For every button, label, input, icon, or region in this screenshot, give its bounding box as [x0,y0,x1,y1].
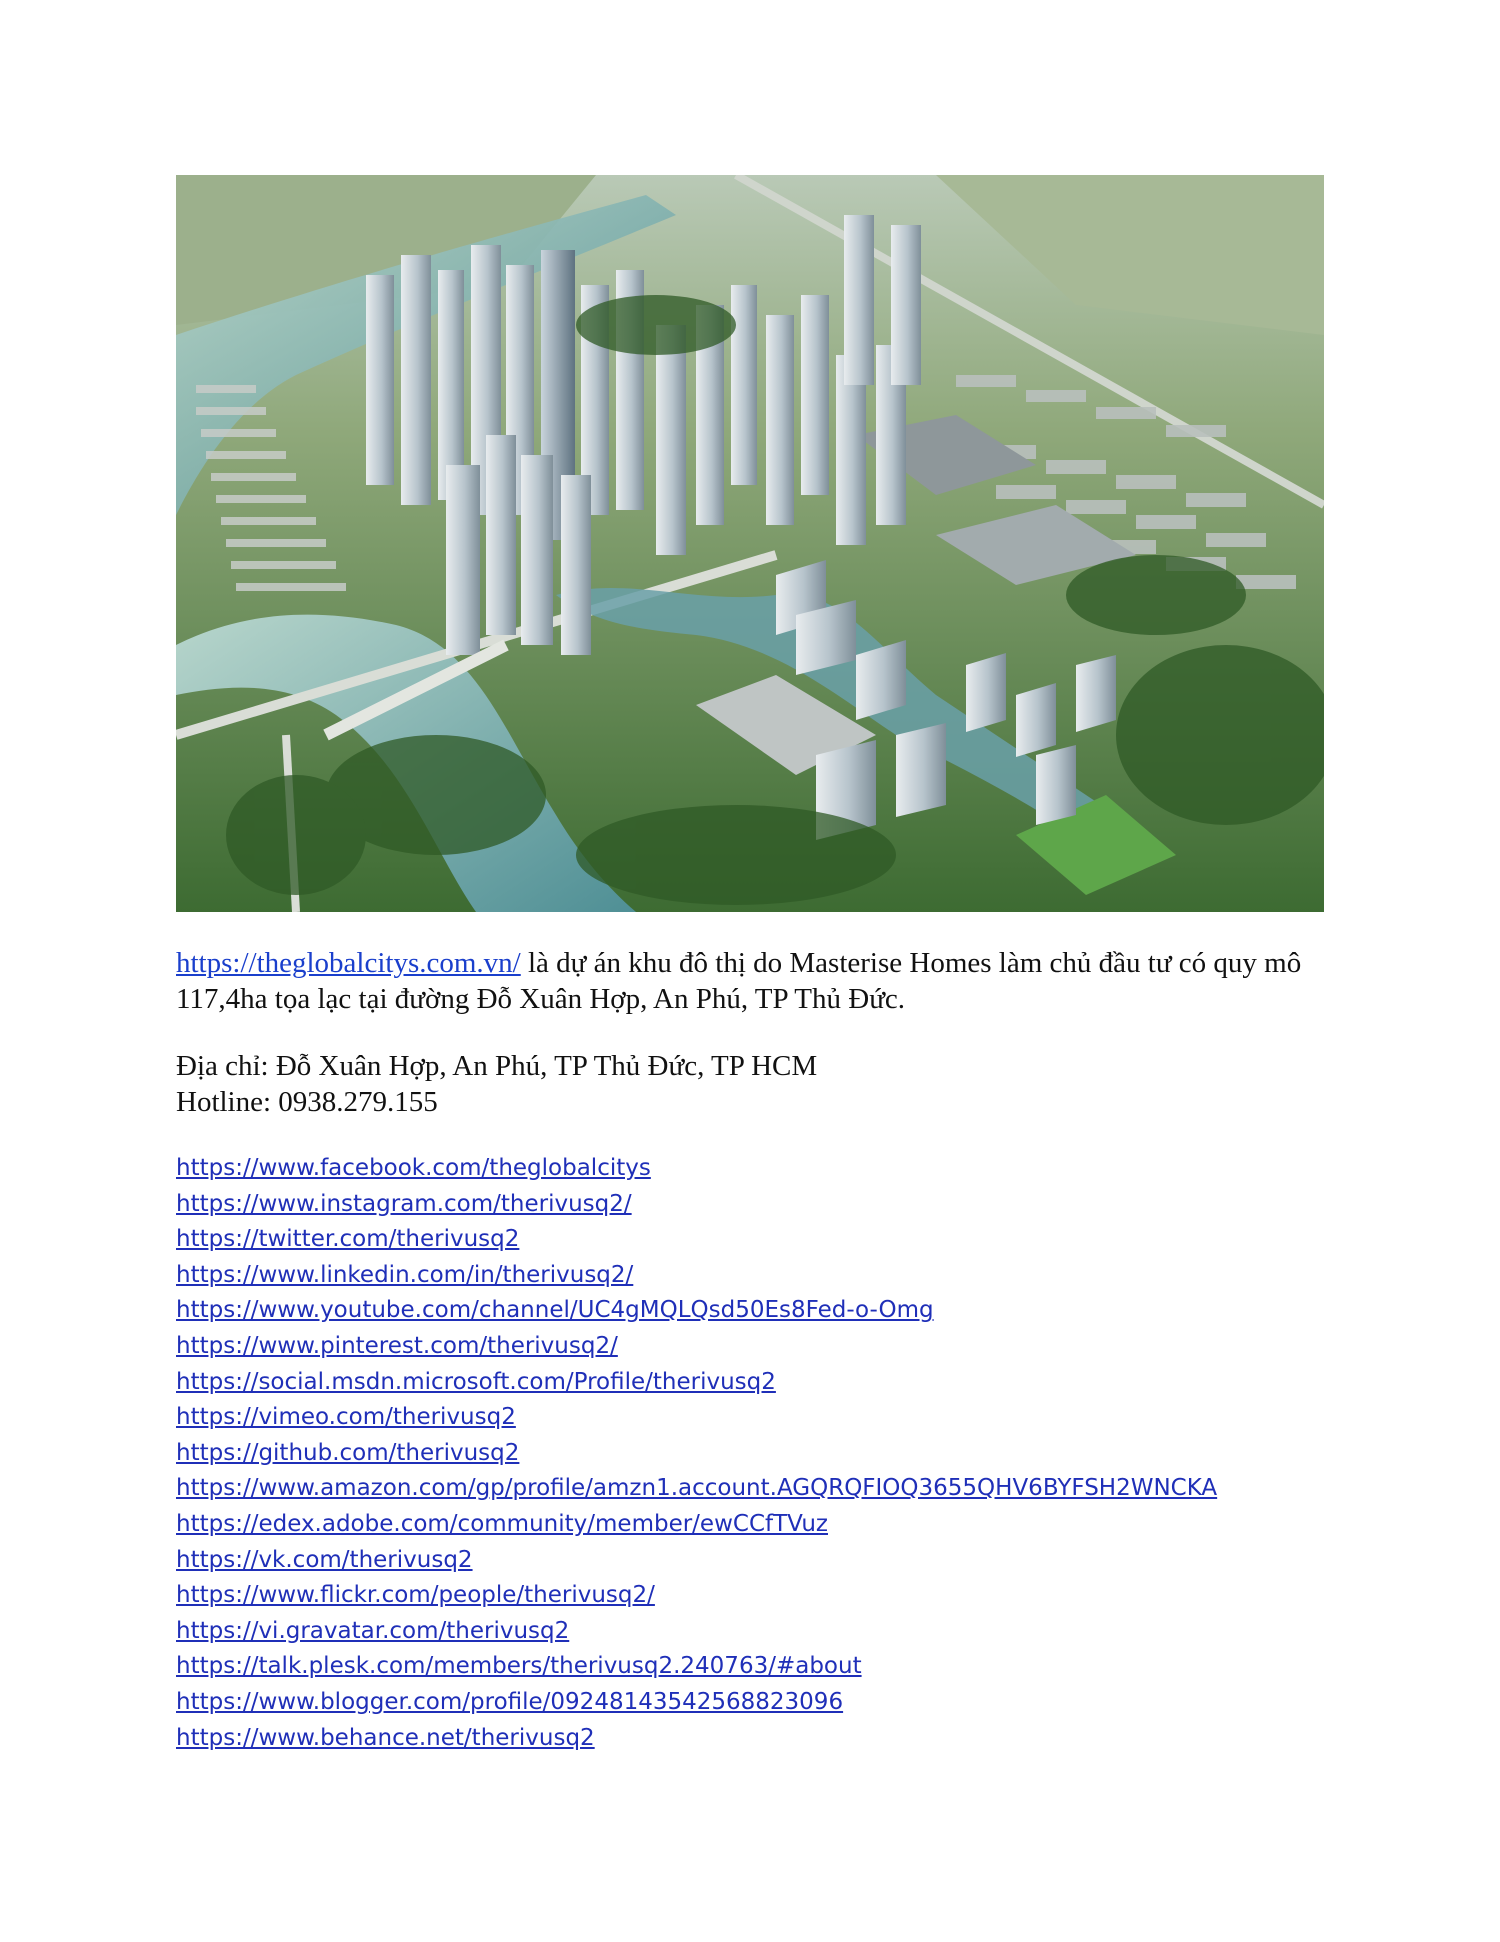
github-link[interactable]: https://github.com/therivusq2 [176,1439,520,1466]
intro-paragraph [176,945,1326,1017]
facebook-link[interactable]: https://www.facebook.com/theglobalcitys [176,1155,651,1181]
behance-link[interactable]: https://www.behance.net/therivusq2 [176,1724,595,1751]
list-item [176,1222,1217,1258]
list-item [176,1721,1217,1757]
list-item [176,1507,1217,1543]
list-item [176,1329,1217,1365]
social-links-list [176,1151,1217,1756]
list-item [176,1578,1217,1614]
intro-text: là dự án khu đô thị do Masterise Homes làm chủ đầu tư có quy mô 117,4ha tọa lạc tại đường Đỗ Xuân Hợp, An Phú, TP Thủ Đức. [176,947,1302,1015]
vk-link[interactable]: https://vk.com/therivusq2 [176,1546,473,1573]
hotline-line: Hotline: 0938.279.155 [176,1086,438,1118]
list-item [176,1685,1217,1721]
list-item [176,1543,1217,1579]
instagram-link[interactable]: https://www.instagram.com/therivusq2/ [176,1190,632,1217]
list-item [176,1436,1217,1472]
list-item [176,1258,1217,1294]
contact-block [176,1048,817,1120]
flickr-link[interactable]: https://www.flickr.com/people/therivusq2/ [176,1582,655,1609]
vimeo-link[interactable]: https://vimeo.com/therivusq2 [176,1404,516,1431]
list-item [176,1471,1217,1507]
list-item [176,1400,1217,1436]
list-item [176,1649,1217,1685]
address-line: Địa chỉ: Đỗ Xuân Hợp, An Phú, TP Thủ Đức, TP HCM [176,1050,818,1082]
youtube-link[interactable]: https://www.youtube.com/channel/UC4gMQLQsd50Es8Fed-o-Omg [176,1297,934,1324]
blogger-link[interactable]: https://www.blogger.com/profile/09248143542568823096 [176,1688,844,1715]
list-item [176,1365,1217,1401]
list-item [176,1614,1217,1650]
twitter-link[interactable]: https://twitter.com/therivusq2 [176,1226,520,1253]
list-item [176,1293,1217,1329]
msdn-link[interactable]: https://social.msdn.microsoft.com/Profile/therivusq2 [176,1368,776,1395]
amazon-link[interactable]: https://www.amazon.com/gp/profile/amzn1.account.AGQRQFIOQ3655QHV6BYFSH2WNCKA [176,1475,1218,1502]
linkedin-link[interactable]: https://www.linkedin.com/in/therivusq2/ [176,1261,634,1288]
pinterest-link[interactable]: https://www.pinterest.com/therivusq2/ [176,1332,618,1359]
adobe-edex-link[interactable]: https://edex.adobe.com/community/member/ewCCfTVuz [176,1510,828,1537]
aerial-rendering-image [176,175,1324,912]
gravatar-link[interactable]: https://vi.gravatar.com/therivusq2 [176,1617,570,1644]
list-item [176,1151,1217,1187]
list-item [176,1187,1217,1223]
plesk-link[interactable]: https://talk.plesk.com/members/therivusq2.240763/#about [176,1653,862,1680]
project-website-link[interactable]: https://theglobalcitys.com.vn/ [176,947,521,979]
